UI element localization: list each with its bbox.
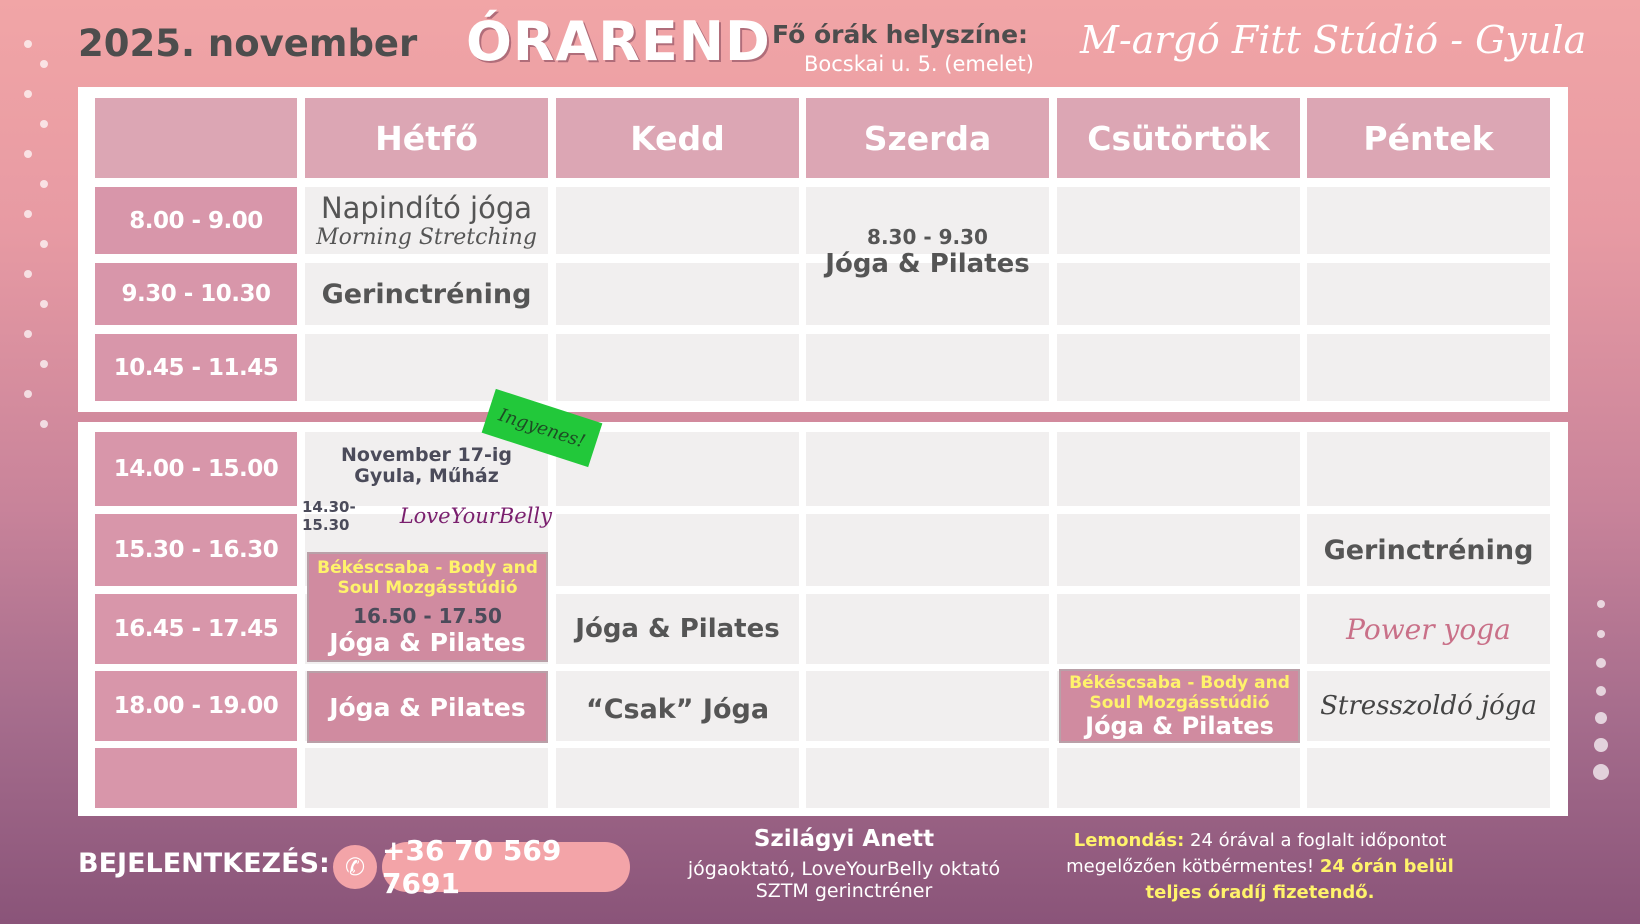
schedule-cell: [1057, 187, 1300, 254]
event-time: 8.30 - 9.30: [867, 225, 988, 249]
schedule-cell: [1307, 748, 1550, 808]
phone-icon: ✆: [333, 845, 377, 889]
schedule-cell: [806, 671, 1049, 741]
schedule-cell: [1307, 187, 1550, 254]
schedule-cell: [305, 334, 548, 401]
schedule-cell: [1307, 263, 1550, 325]
schedule-cell: [806, 748, 1049, 808]
day-header-monday: Hétfő: [305, 98, 548, 178]
teacher-info: [684, 826, 1004, 902]
cancel-label: Lemondás:: [1073, 830, 1185, 851]
day-header-thursday: Csütörtök: [1057, 98, 1300, 178]
event-time: 16.50 - 17.50: [353, 603, 502, 628]
event-title: Jóga & Pilates: [1085, 712, 1274, 740]
event-note-line: November 17-ig: [341, 444, 512, 466]
event-monday-evening: Jóga & Pilates: [307, 671, 548, 743]
schedule-cell: [1057, 263, 1300, 325]
time-slot: 14.00 - 15.00: [95, 432, 297, 506]
event-time: 14.30-15.30: [302, 498, 356, 534]
schedule-cell: [556, 263, 799, 325]
schedule-cell: [806, 514, 1049, 586]
cancel-text: 24 órával a foglalt időpontot megelőzően kötbérmentes!: [1066, 830, 1447, 877]
schedule-cell: [305, 748, 548, 808]
event-title: Jóga & Pilates: [329, 627, 526, 657]
schedule-cell: [556, 187, 799, 254]
event-wednesday-yoga-pilates: [806, 217, 1049, 287]
event-monday-spine-training: Gerinctréning: [321, 278, 532, 310]
day-header-tuesday: Kedd: [556, 98, 799, 178]
schedule-cell: [806, 432, 1049, 506]
event-tuesday-yoga-pilates: Jóga & Pilates: [575, 614, 780, 644]
time-slot: 15.30 - 16.30: [95, 514, 297, 586]
schedule-cell: [1307, 432, 1550, 506]
cancellation-policy: [1060, 828, 1460, 906]
event-monday-note: [305, 444, 548, 488]
teacher-role: SZTM gerinctréner: [755, 880, 933, 902]
event-subtitle: Morning Stretching: [316, 225, 537, 250]
page-title: ÓRAREND: [466, 10, 771, 73]
schedule-cell: [1057, 594, 1300, 664]
event-note-line: Gyula, Műház: [354, 465, 499, 487]
schedule-cell: [1057, 748, 1300, 808]
time-slot: 16.45 - 17.45: [95, 594, 297, 664]
schedule-cell: [1057, 334, 1300, 401]
schedule-cell: [1057, 514, 1300, 586]
teacher-name: Szilágyi Anett: [753, 826, 935, 852]
schedule-cell: [556, 748, 799, 808]
time-slot: [95, 748, 297, 808]
schedule-cell: [556, 514, 799, 586]
free-badge: Ingyenes!: [482, 389, 603, 467]
schedule-morning-panel: [78, 87, 1568, 412]
day-header-wednesday: Szerda: [806, 98, 1049, 178]
schedule-cell: [806, 594, 1049, 664]
event-monday-loveyourbelly: [302, 498, 552, 534]
event-friday-spine-training: Gerinctréning: [1323, 534, 1534, 566]
event-title: LoveYourBelly: [399, 504, 552, 528]
event-title: Jóga & Pilates: [825, 249, 1030, 279]
schedule-cell: [1307, 334, 1550, 401]
phone-number[interactable]: +36 70 569 7691: [382, 842, 630, 892]
location-address: Bocskai u. 5. (emelet): [804, 52, 1034, 76]
schedule-cell: [806, 334, 1049, 401]
event-location: Békéscsaba - Body and: [1069, 673, 1290, 693]
decorative-dots-right: [1593, 600, 1613, 780]
schedule-cell: [556, 334, 799, 401]
event-location: Békéscsaba - Body and: [317, 557, 538, 578]
event-monday-morning-yoga: [305, 187, 548, 254]
event-friday-stress-relief: Stresszoldó jóga: [1320, 691, 1537, 721]
studio-name: M-argó Fitt Stúdió - Gyula: [1080, 18, 1587, 62]
schedule-afternoon-panel: [78, 422, 1568, 816]
location-label: Fő órák helyszíne:: [772, 20, 1029, 49]
event-title: Napindító jóga: [320, 191, 533, 225]
time-slot: 18.00 - 19.00: [95, 671, 297, 741]
event-thursday-bekescsaba: [1059, 669, 1300, 743]
time-slot: 9.30 - 10.30: [95, 263, 297, 325]
signup-label: BEJELENTKEZÉS:: [78, 848, 330, 879]
event-friday-power-yoga: Power yoga: [1346, 612, 1511, 646]
decorative-dots-left: [20, 30, 60, 470]
event-location: Soul Mozgásstúdió: [337, 577, 518, 598]
day-header-friday: Péntek: [1307, 98, 1550, 178]
schedule-cell: [1057, 432, 1300, 506]
event-monday-bekescsaba: [307, 552, 548, 662]
time-slot: 8.00 - 9.00: [95, 187, 297, 254]
event-tuesday-just-yoga: “Csak” Jóga: [585, 693, 770, 725]
month-label: 2025. november: [78, 22, 418, 65]
event-location: Soul Mozgásstúdió: [1089, 693, 1270, 713]
teacher-role: jógaoktató, LoveYourBelly oktató: [687, 858, 1001, 880]
header-corner-cell: [95, 98, 297, 178]
cancel-text-bold: 24 órán belül teljes óradíj fizetendő.: [1145, 856, 1454, 903]
time-slot: 10.45 - 11.45: [95, 334, 297, 401]
